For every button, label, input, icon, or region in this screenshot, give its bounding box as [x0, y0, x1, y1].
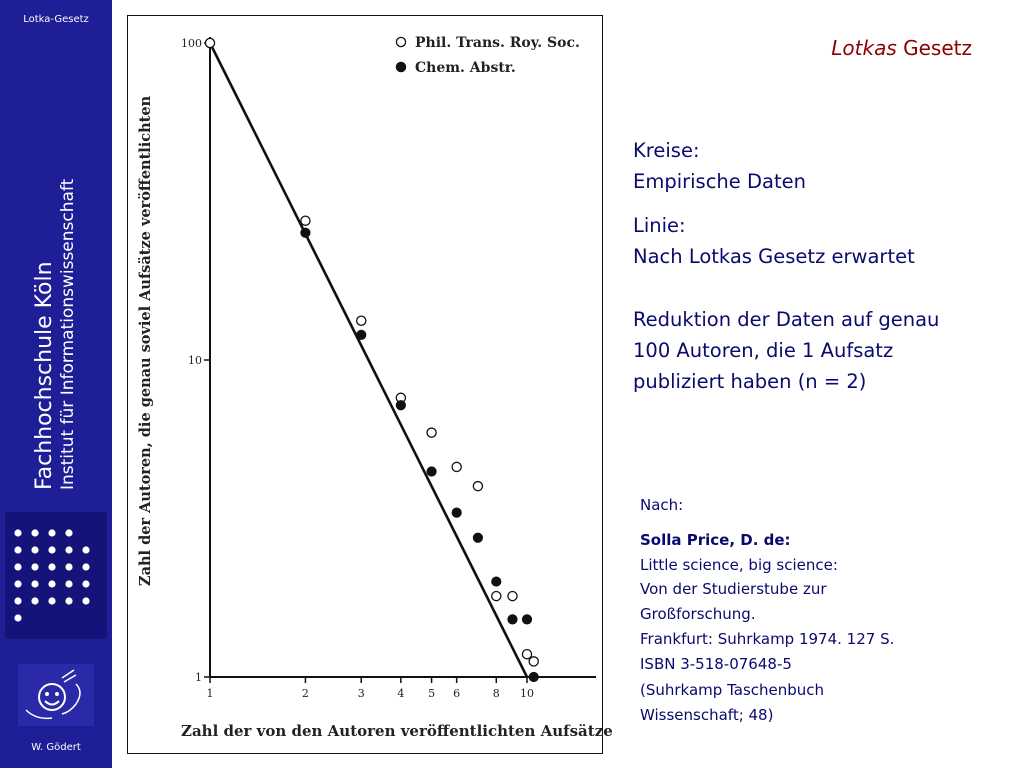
- data-point-open: [452, 462, 461, 471]
- dot-grid-decoration: [5, 512, 107, 639]
- data-point-open: [522, 650, 531, 659]
- institution-title: [32, 179, 78, 490]
- source-line: Großforschung.: [640, 605, 756, 623]
- grid-dot: [14, 529, 21, 536]
- smiley-face-icon: [18, 664, 94, 726]
- x-tick-label: 6: [453, 687, 461, 700]
- x-tick-label: 10: [520, 687, 534, 700]
- sidebar-topic-label: Lotka-Gesetz: [23, 14, 89, 25]
- grid-dot: [31, 563, 38, 570]
- kreise-text: Empirische Daten: [633, 170, 806, 193]
- data-point-open: [301, 216, 310, 225]
- author-label: W. Gödert: [31, 742, 81, 753]
- data-point-open: [508, 591, 517, 600]
- grid-dot: [65, 563, 72, 570]
- x-tick-label: 8: [492, 687, 500, 700]
- grid-dot: [31, 529, 38, 536]
- grid-dot: [65, 546, 72, 553]
- legend-marker: [396, 37, 405, 46]
- legend-label: Phil. Trans. Roy. Soc.: [415, 35, 580, 51]
- linie-text: Nach Lotkas Gesetz erwartet: [633, 245, 915, 268]
- slide-title-emphasis: Lotkas: [831, 36, 897, 60]
- grid-dot: [82, 580, 89, 587]
- x-tick-label: 1: [206, 687, 214, 700]
- dot-pattern: [5, 512, 107, 639]
- data-point-filled: [473, 533, 482, 542]
- lotka-chart: [127, 15, 603, 754]
- data-point-filled: [452, 508, 461, 517]
- source-author: Solla Price, D. de:: [640, 531, 791, 549]
- x-tick-label: 2: [301, 687, 309, 700]
- data-point-open: [357, 316, 366, 325]
- grid-dot: [65, 580, 72, 587]
- chart-canvas: [128, 16, 602, 753]
- grid-dot: [48, 563, 55, 570]
- grid-dot: [65, 597, 72, 604]
- lotka-expected-line: [210, 43, 527, 677]
- sidebar: [0, 0, 112, 768]
- slide-title: [831, 36, 972, 60]
- grid-dot: [14, 563, 21, 570]
- grid-dot: [65, 529, 72, 536]
- data-point-open: [427, 428, 436, 437]
- legend-label: Chem. Abstr.: [415, 60, 516, 76]
- data-point-filled: [427, 467, 436, 476]
- y-axis-title: Zahl der Autoren, die genau soviel Aufsätze veröffentlichten: [137, 95, 154, 586]
- kreise-heading: Kreise:: [633, 139, 700, 162]
- grid-dot: [48, 546, 55, 553]
- x-tick-label: 5: [428, 687, 436, 700]
- data-point-filled: [492, 577, 501, 586]
- data-point-filled: [522, 615, 531, 624]
- grid-dot: [31, 597, 38, 604]
- data-point-filled: [529, 672, 538, 681]
- source-line: Von der Studierstube zur: [640, 580, 827, 598]
- grid-dot: [14, 546, 21, 553]
- institute-name: Institut für Informationswissenschaft: [58, 178, 78, 490]
- data-point-filled: [357, 330, 366, 339]
- data-point-filled: [508, 615, 517, 624]
- x-tick-label: 3: [357, 687, 365, 700]
- source-line: Little science, big science:: [640, 556, 838, 574]
- linie-heading: Linie:: [633, 214, 686, 237]
- grid-dot: [82, 597, 89, 604]
- reduktion-line-3: publiziert haben (n = 2): [633, 370, 867, 393]
- source-line: Wissenschaft; 48): [640, 706, 774, 724]
- grid-dot: [14, 614, 21, 621]
- data-point-open: [492, 591, 501, 600]
- source-line: (Suhrkamp Taschenbuch: [640, 681, 825, 699]
- y-tick-label: 1: [195, 671, 202, 684]
- y-tick-label: 10: [188, 354, 202, 367]
- source-line: Frankfurt: Suhrkamp 1974. 127 S.: [640, 630, 895, 648]
- slide-title-rest: Gesetz: [896, 36, 972, 60]
- grid-dot: [48, 597, 55, 604]
- grid-dot: [31, 580, 38, 587]
- data-point-filled: [301, 228, 310, 237]
- legend-marker: [396, 62, 405, 71]
- grid-dot: [31, 546, 38, 553]
- reduktion-line-2: 100 Autoren, die 1 Aufsatz: [633, 339, 894, 362]
- data-point-open: [473, 482, 482, 491]
- data-point-open: [205, 38, 214, 47]
- grid-dot: [82, 563, 89, 570]
- x-tick-label: 4: [397, 687, 405, 700]
- grid-dot: [14, 597, 21, 604]
- y-tick-label: 100: [181, 37, 202, 50]
- reduktion-line-1: Reduktion der Daten auf genau: [633, 308, 940, 331]
- source-line: ISBN 3-518-07648-5: [640, 655, 792, 673]
- x-axis-title: Zahl der von den Autoren veröffentlichten Aufsätze: [181, 722, 613, 740]
- data-point-open: [529, 657, 538, 666]
- grid-dot: [14, 580, 21, 587]
- grid-dot: [48, 580, 55, 587]
- data-point-filled: [396, 401, 405, 410]
- grid-dot: [48, 529, 55, 536]
- source-heading: Nach:: [640, 496, 684, 514]
- grid-dot: [82, 546, 89, 553]
- institution-name: Fachhochschule Köln: [32, 261, 57, 490]
